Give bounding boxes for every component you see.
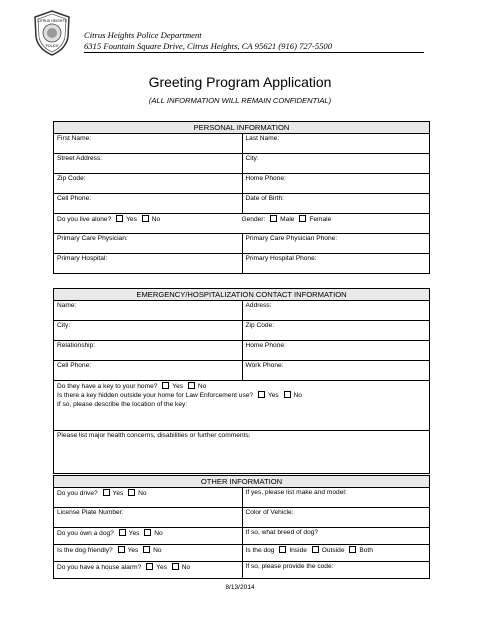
primary-hospital-phone-field[interactable]: Primary Hospital Phone:: [242, 254, 430, 273]
yes-label: Yes: [112, 490, 124, 497]
dog-location-question: [242, 545, 430, 561]
dog-outside-checkbox[interactable]: [312, 546, 319, 553]
contact-zip-field[interactable]: Zip Code:: [242, 321, 430, 340]
alarm-no-checkbox[interactable]: [172, 563, 179, 570]
male-label: Male: [280, 216, 295, 223]
key-hidden-label: Is there a key hidden outside your home for Law Enforcement use?: [57, 392, 254, 399]
health-concerns-field[interactable]: Please list major health concerns, disabilities or further comments:: [57, 432, 251, 439]
key-location-field[interactable]: If so, please describe the location of the key:: [57, 401, 188, 408]
live-alone-no-checkbox[interactable]: [142, 215, 149, 222]
form-date-footer: 8/13/2014: [225, 584, 255, 591]
vehicle-color-field[interactable]: Color of Vehicle:: [242, 508, 430, 527]
both-label: Both: [359, 547, 373, 554]
emergency-contact-section: [53, 288, 430, 474]
alarm-question: [54, 562, 242, 578]
yes-label: Yes: [267, 392, 279, 399]
dog-friendly-question: [54, 545, 242, 561]
dog-is-label: Is the dog: [245, 547, 275, 554]
dog-friendly-no-checkbox[interactable]: [143, 546, 150, 553]
primary-physician-phone-field[interactable]: Primary Care Physician Phone:: [242, 234, 430, 253]
emergency-heading: EMERGENCY/HOSPITALIZATION CONTACT INFORMATION: [54, 289, 429, 301]
drive-no-checkbox[interactable]: [128, 489, 135, 496]
contact-relationship-field[interactable]: Relationship:: [57, 342, 96, 349]
alarm-label: Do you have a house alarm?: [57, 564, 142, 571]
other-heading: OTHER INFORMATION: [54, 476, 429, 488]
key-home-label: Do they have a key to your home?: [57, 383, 158, 390]
letterhead-rule: [84, 52, 424, 53]
key-home-yes-checkbox[interactable]: [162, 382, 169, 389]
letterhead: [84, 30, 332, 52]
drive-question: [54, 488, 242, 507]
live-alone-question: [54, 214, 242, 233]
live-alone-label: Do you live alone?: [57, 216, 112, 223]
dog-both-checkbox[interactable]: [349, 546, 356, 553]
own-dog-yes-checkbox[interactable]: [119, 529, 126, 536]
street-address-field[interactable]: Street Address:: [57, 155, 103, 162]
contact-home-phone-field[interactable]: Home Phone:: [242, 341, 430, 360]
key-hidden-yes-checkbox[interactable]: [258, 391, 265, 398]
dog-friendly-yes-checkbox[interactable]: [118, 546, 125, 553]
dog-friendly-label: Is the dog friendly?: [57, 547, 113, 554]
gender-label: Gender:: [241, 216, 266, 223]
dog-inside-checkbox[interactable]: [279, 546, 286, 553]
last-name-field[interactable]: Last Name:: [242, 134, 430, 153]
no-label: No: [154, 530, 163, 537]
live-alone-yes-checkbox[interactable]: [116, 215, 123, 222]
department-address: 6315 Fountain Square Drive, Citrus Heights, CA 95621 (916) 727-5500: [84, 41, 333, 51]
key-questions: [54, 381, 429, 430]
no-label: No: [181, 564, 191, 571]
gender-male-checkbox[interactable]: [270, 215, 277, 222]
yes-label: Yes: [172, 383, 184, 390]
police-badge-logo: [33, 10, 71, 56]
yes-label: Yes: [127, 547, 139, 554]
no-label: No: [151, 216, 161, 223]
own-dog-no-checkbox[interactable]: [144, 529, 151, 536]
own-dog-label: Do you own a dog?: [57, 530, 114, 537]
drive-label: Do you drive?: [57, 490, 98, 497]
key-home-no-checkbox[interactable]: [188, 382, 195, 389]
yes-label: Yes: [126, 216, 137, 223]
outside-label: Outside: [321, 547, 345, 554]
no-label: No: [293, 392, 302, 399]
date-of-birth-field[interactable]: Date of Birth:: [242, 194, 430, 213]
make-model-field[interactable]: If yes, please list make and model:: [242, 488, 430, 507]
department-name: Citrus Heights Police Department: [84, 30, 202, 40]
badge-text-bottom: POLICE: [45, 44, 59, 48]
city-field[interactable]: City:: [242, 154, 430, 173]
alarm-yes-checkbox[interactable]: [146, 563, 153, 570]
own-dog-question: [54, 528, 242, 544]
primary-hospital-field[interactable]: Primary Hospital:: [57, 255, 108, 262]
license-plate-field[interactable]: License Plate Number:: [57, 509, 124, 516]
no-label: No: [197, 383, 207, 390]
yes-label: Yes: [156, 564, 167, 571]
yes-label: Yes: [128, 530, 140, 537]
gender-female-checkbox[interactable]: [299, 215, 306, 222]
home-phone-field[interactable]: Home Phone:: [242, 174, 430, 193]
contact-address-field[interactable]: Address:: [242, 301, 430, 320]
cell-phone-field[interactable]: Cell Phone:: [57, 195, 92, 202]
alarm-code-field[interactable]: If so, please provide the code:: [242, 562, 430, 578]
personal-heading: PERSONAL INFORMATION: [54, 122, 429, 134]
primary-physician-field[interactable]: Primary Care Physician:: [57, 235, 128, 242]
zip-code-field[interactable]: Zip Code:: [57, 175, 86, 182]
form-title: Greeting Program Application: [148, 74, 332, 90]
dog-breed-field[interactable]: If so, what breed of dog?: [242, 528, 430, 544]
female-label: Female: [309, 216, 332, 223]
key-hidden-no-checkbox[interactable]: [284, 391, 291, 398]
contact-city-field[interactable]: City:: [57, 322, 71, 329]
drive-yes-checkbox[interactable]: [103, 489, 110, 496]
contact-cell-phone-field[interactable]: Cell Phone:: [57, 362, 92, 369]
personal-information-section: [53, 121, 430, 274]
badge-text-top: CITRUS HEIGHTS: [37, 19, 67, 23]
contact-work-phone-field[interactable]: Work Phone:: [242, 361, 430, 380]
inside-label: Inside: [289, 547, 307, 554]
form-subtitle: (ALL INFORMATION WILL REMAIN CONFIDENTIAL): [148, 96, 332, 105]
no-label: No: [138, 490, 147, 497]
no-label: No: [153, 547, 162, 554]
gender-question: [242, 214, 430, 233]
contact-name-field[interactable]: Name:: [57, 302, 77, 309]
first-name-field[interactable]: First Name:: [57, 135, 92, 142]
other-information-section: [53, 475, 430, 579]
